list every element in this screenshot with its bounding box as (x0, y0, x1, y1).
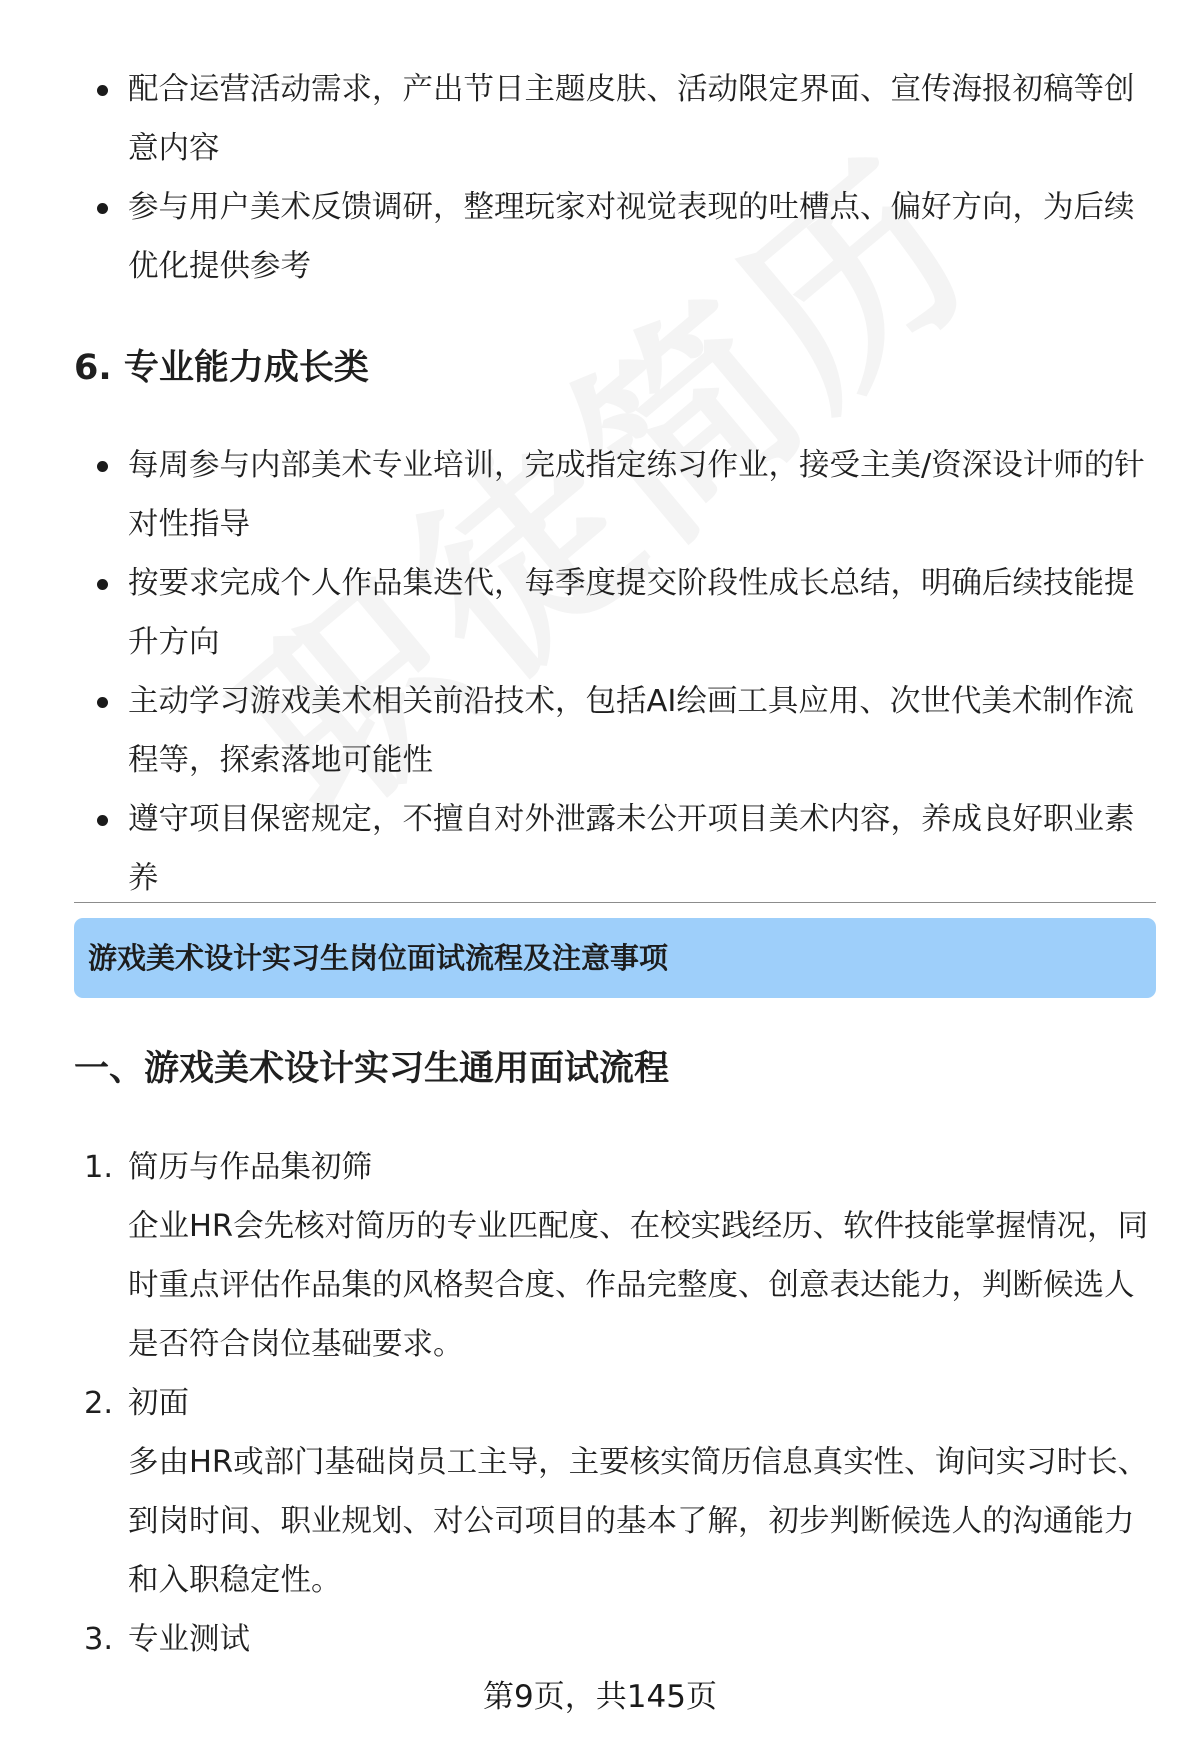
step-description: 企业HR会先核对简历的专业匹配度、在校实践经历、软件技能掌握情况，同时重点评估作品集的风格契合度、作品完整度、创意表达能力，判断候选人是否符合岗位基础要求。 (128, 1209, 1149, 1362)
list-item-text: 配合运营活动需求，产出节日主题皮肤、活动限定界面、宣传海报初稿等创意内容 (128, 72, 1135, 166)
list-item (0, 60, 1200, 178)
section-heading: 6. 专业能力成长类 (74, 348, 369, 388)
page-title: 一、游戏美术设计实习生通用面试流程 (74, 1049, 670, 1089)
bullet-dot-icon (97, 697, 108, 708)
list-item (0, 790, 1200, 908)
divider (74, 902, 1156, 903)
bullet-dot-icon (97, 815, 108, 826)
section6-bullet-list (0, 436, 1200, 908)
bullet-dot-icon (97, 579, 108, 590)
bullet-dot-icon (97, 461, 108, 472)
list-item-text: 每周参与内部美术专业培训，完成指定练习作业，接受主美/资深设计师的针对性指导 (128, 448, 1145, 542)
step-number: 3. (84, 1622, 114, 1657)
list-item (0, 554, 1200, 672)
list-item (0, 1374, 1200, 1610)
list-item-text: 遵守项目保密规定，不擅自对外泄露未公开项目美术内容，养成良好职业素养 (128, 802, 1135, 896)
list-item (0, 178, 1200, 296)
page-number: 第9页，共145页 (483, 1679, 717, 1715)
list-item (0, 1138, 1200, 1374)
list-item (0, 672, 1200, 790)
step-title: 简历与作品集初筛 (128, 1150, 372, 1185)
list-item (0, 1610, 1200, 1669)
step-number: 2. (84, 1386, 114, 1421)
bullet-dot-icon (97, 85, 108, 96)
list-item (0, 436, 1200, 554)
step-description: 多由HR或部门基础岗员工主导，主要核实简历信息真实性、询问实习时长、到岗时间、职业规划、对公司项目的基本了解，初步判断候选人的沟通能力和入职稳定性。 (128, 1445, 1149, 1598)
list-item-text: 按要求完成个人作品集迭代，每季度提交阶段性成长总结，明确后续技能提升方向 (128, 566, 1135, 660)
top-bullet-list (0, 60, 1200, 296)
interview-steps-list (0, 1138, 1200, 1669)
step-title: 初面 (128, 1386, 189, 1421)
section-banner: 游戏美术设计实习生岗位面试流程及注意事项 (74, 918, 1156, 998)
list-item-text: 主动学习游戏美术相关前沿技术，包括AI绘画工具应用、次世代美术制作流程等，探索落地可能性 (128, 684, 1134, 778)
bullet-dot-icon (97, 203, 108, 214)
step-title: 专业测试 (128, 1622, 250, 1657)
list-item-text: 参与用户美术反馈调研，整理玩家对视觉表现的吐槽点、偏好方向，为后续优化提供参考 (128, 190, 1135, 284)
step-number: 1. (84, 1150, 114, 1185)
